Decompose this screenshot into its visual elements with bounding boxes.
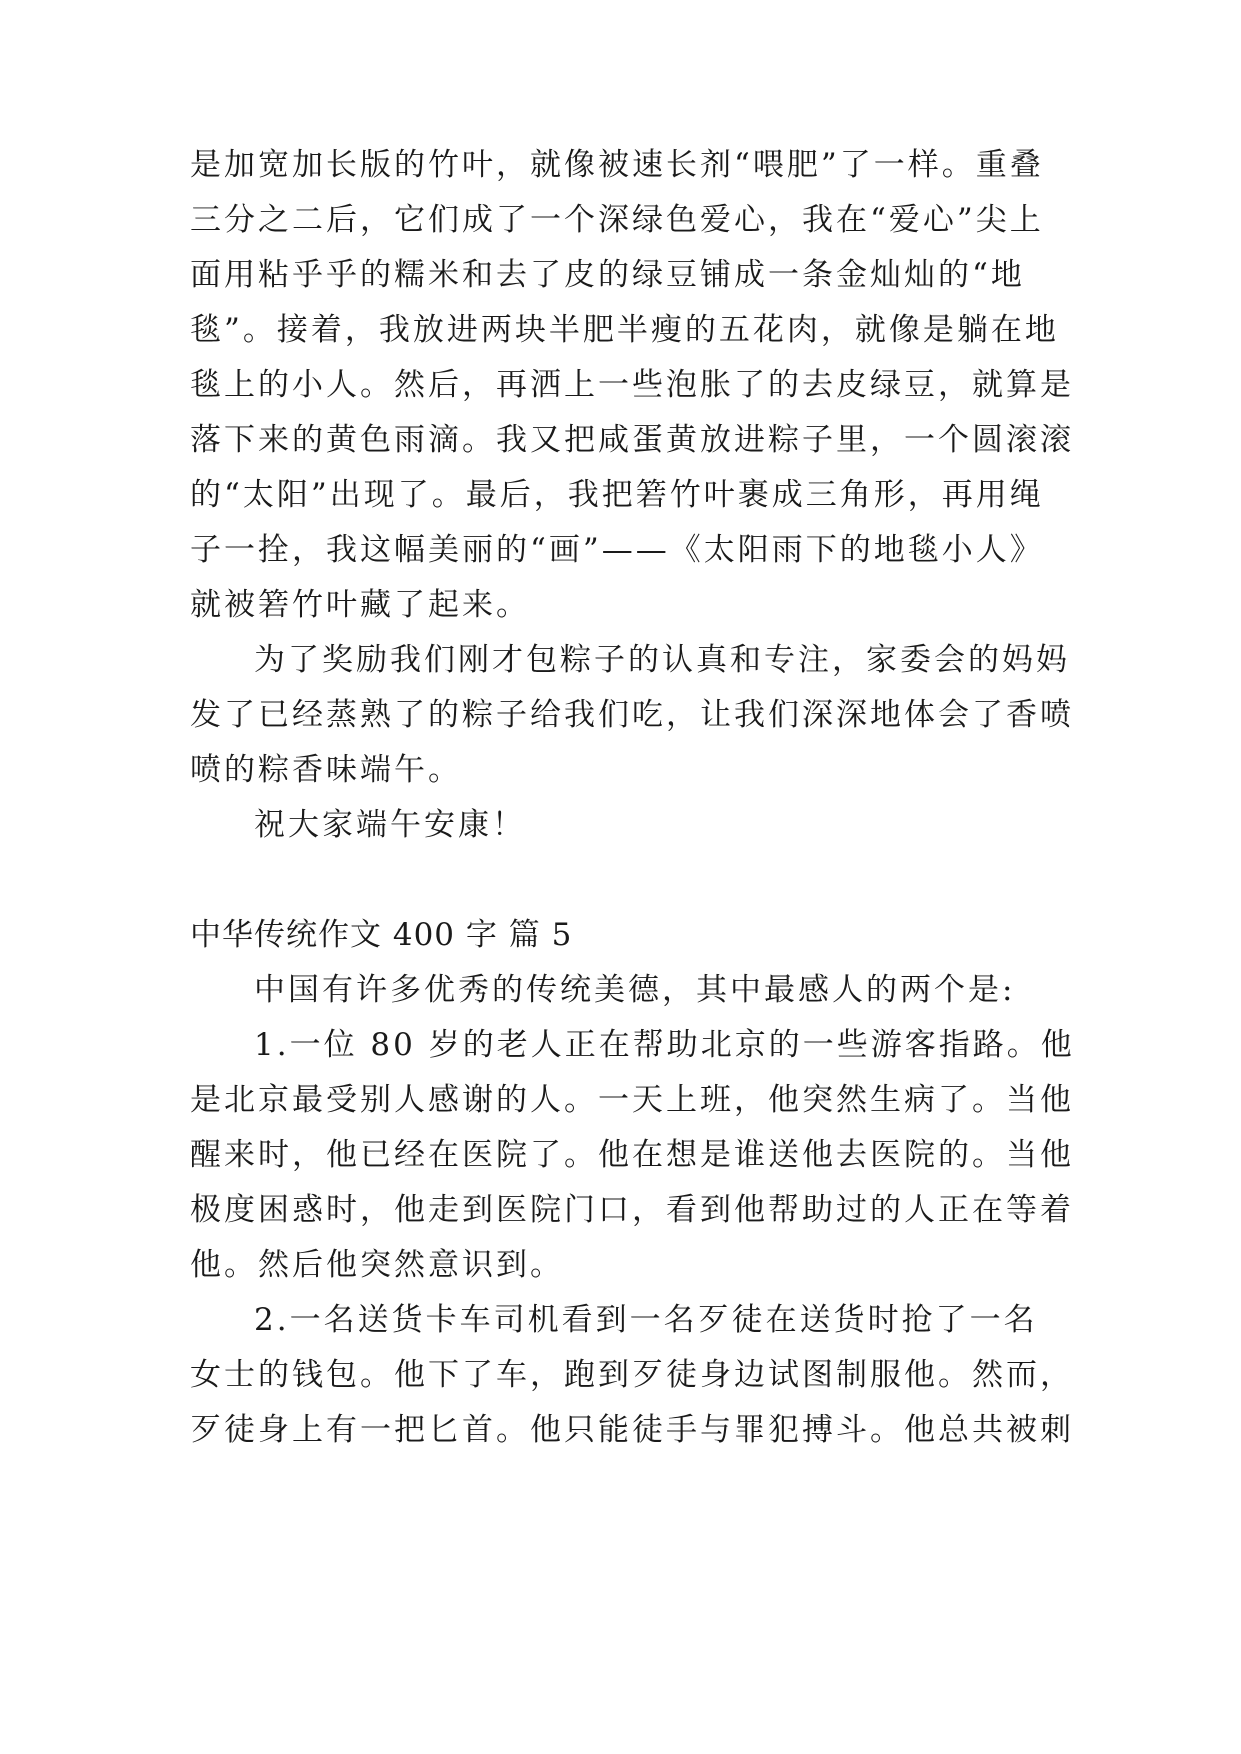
text-line: 的“太阳”出现了。最后，我把箬竹叶裹成三角形，再用绳 [190, 477, 1044, 513]
text-line: 醒来时，他已经在医院了。他在想是谁送他去医院的。当他 [190, 1137, 1074, 1173]
text-line: 毯上的小人。然后，再洒上一些泡胀了的去皮绿豆，就算是 [190, 367, 1074, 403]
text-line: 歹徒身上有一把匕首。他只能徒手与罪犯搏斗。他总共被刺 [190, 1412, 1074, 1448]
text-line: 三分之二后，它们成了一个深绿色爱心，我在“爱心”尖上 [190, 202, 1044, 238]
text-line: 落下来的黄色雨滴。我又把咸蛋黄放进粽子里，一个圆滚滚 [190, 422, 1074, 458]
text-line: 是加宽加长版的竹叶，就像被速长剂“喂肥”了一样。重叠 [190, 147, 1044, 183]
closing-line: 祝大家端午安康！ [254, 807, 526, 843]
text-line: 喷的粽香味端午。 [190, 752, 462, 788]
paragraph-start-line: 中国有许多优秀的传统美德，其中最感人的两个是: [254, 972, 1016, 1008]
text-line: 子一拴，我这幅美丽的“画”——《太阳雨下的地毯小人》 [190, 532, 1044, 568]
section-heading: 中华传统作文 400 字 篇 5 [190, 917, 573, 953]
text-line: 毯”。接着，我放进两块半肥半瘦的五花肉，就像是躺在地 [190, 312, 1059, 348]
text-line: 发了已经蒸熟了的粽子给我们吃，让我们深深地体会了香喷 [190, 697, 1074, 733]
paragraph-start-line: 为了奖励我们刚才包粽子的认真和专注，家委会的妈妈 [254, 642, 1070, 678]
text-line: 就被箬竹叶藏了起来。 [190, 587, 530, 623]
paragraph-start-line: 1.一位 80 岁的老人正在帮助北京的一些游客指路。他 [254, 1027, 1075, 1063]
text-line: 他。然后他突然意识到。 [190, 1247, 564, 1283]
paragraph-start-line: 2.一名送货卡车司机看到一名歹徒在送货时抢了一名 [254, 1302, 1038, 1338]
text-line: 面用粘乎乎的糯米和去了皮的绿豆铺成一条金灿灿的“地 [190, 257, 1025, 293]
text-line: 是北京最受别人感谢的人。一天上班，他突然生病了。当他 [190, 1082, 1074, 1118]
text-line: 极度困惑时，他走到医院门口，看到他帮助过的人正在等着 [190, 1192, 1074, 1228]
text-line: 女士的钱包。他下了车，跑到歹徒身边试图制服他。然而， [190, 1357, 1074, 1393]
